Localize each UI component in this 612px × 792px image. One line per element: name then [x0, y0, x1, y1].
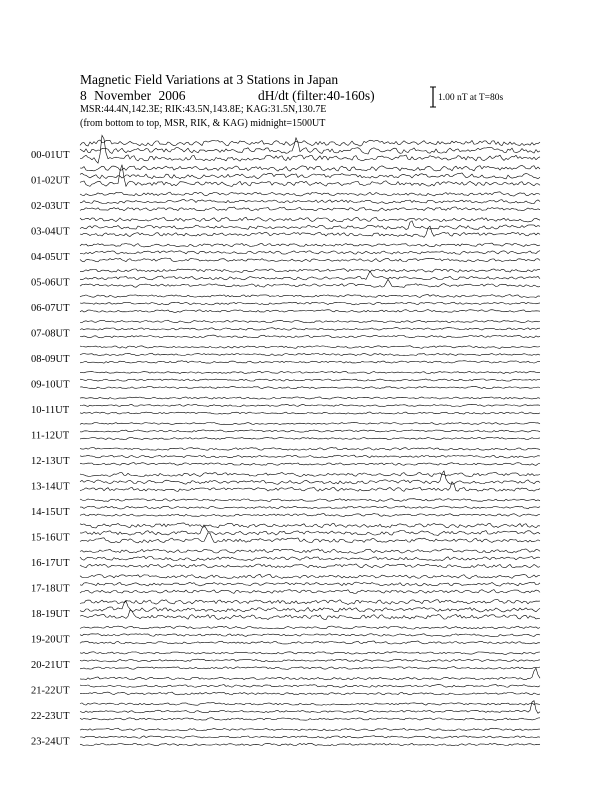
trace-rik: [80, 221, 540, 230]
hour-label: 12-13UT: [31, 456, 70, 467]
trace-rik: [80, 251, 540, 255]
trace-kag: [80, 626, 540, 629]
trace-rik: [80, 471, 540, 484]
hour-label: 18-19UT: [31, 609, 70, 620]
trace-kag: [80, 192, 540, 196]
trace-msr: [80, 335, 540, 338]
trace-rik: [80, 455, 540, 458]
trace-kag: [80, 652, 540, 655]
chart-date: 8 November 2006: [80, 88, 186, 103]
trace-msr: [80, 207, 540, 211]
trace-kag: [80, 422, 540, 424]
trace-msr: [80, 463, 540, 466]
chart-filter: dH/dt (filter:40-160s): [258, 88, 375, 103]
trace-msr: [80, 610, 540, 620]
trace-kag: [80, 217, 540, 222]
hour-label: 20-21UT: [31, 660, 70, 671]
hour-label: 14-15UT: [31, 507, 70, 518]
trace-msr: [80, 135, 540, 163]
hour-label: 22-23UT: [31, 711, 70, 722]
trace-rik: [80, 328, 540, 331]
hour-label-group: [31, 150, 70, 748]
hour-label: 17-18UT: [31, 583, 70, 595]
trace-rik: [80, 634, 540, 637]
trace-kag: [80, 549, 540, 554]
trace-kag: [80, 523, 540, 528]
hour-label: 19-20UT: [31, 634, 70, 646]
hour-label: 07-08UT: [31, 328, 70, 340]
hour-label: 23-24UT: [31, 736, 70, 748]
trace-rik: [80, 173, 540, 179]
trace-msr: [80, 361, 540, 364]
trace-msr: [80, 667, 540, 670]
trace-rik: [80, 353, 540, 355]
trace-kag: [80, 448, 540, 451]
hour-label: 02-03UT: [31, 201, 70, 212]
trace-msr: [80, 590, 540, 594]
trace-rik: [80, 556, 540, 560]
trace-rik: [80, 199, 540, 203]
trace-msr: [80, 412, 540, 414]
trace-rik: [80, 736, 540, 739]
hour-label: 05-06UT: [31, 277, 70, 289]
trace-rik: [80, 506, 540, 509]
trace-kag: [80, 472, 540, 476]
trace-msr: [80, 641, 540, 644]
trace-msr: [80, 387, 540, 389]
trace-msr: [80, 437, 540, 439]
hour-label: 13-14UT: [31, 481, 70, 493]
hour-label: 16-17UT: [31, 558, 70, 569]
trace-kag: [80, 371, 540, 373]
hour-label: 06-07UT: [31, 303, 70, 314]
trace-kag: [80, 499, 540, 502]
trace-msr: [80, 482, 540, 492]
trace-msr: [80, 718, 540, 721]
hour-label: 10-11UT: [31, 405, 70, 416]
hour-label: 11-12UT: [31, 430, 70, 442]
scale-bar-icon: [430, 86, 436, 108]
trace-rik: [80, 659, 540, 662]
trace-kag: [80, 728, 540, 731]
trace-rik: [80, 271, 540, 280]
trace-kag: [80, 269, 540, 273]
trace-kag: [80, 243, 540, 247]
hour-label: 09-10UT: [31, 379, 70, 391]
chart-title: Magnetic Field Variations at 3 Stations in Japan: [80, 72, 339, 87]
hour-label: 03-04UT: [31, 226, 70, 238]
trace-msr: [80, 310, 540, 313]
trace-msr: [80, 258, 540, 262]
hour-label: 01-02UT: [31, 175, 70, 187]
trace-rik: [80, 404, 540, 406]
trace-kag: [80, 703, 540, 706]
trace-kag: [80, 397, 540, 399]
hour-label: 00-01UT: [31, 150, 70, 161]
trace-msr: [80, 514, 540, 517]
trace-rik: [80, 685, 540, 688]
trace-kag: [80, 346, 540, 349]
trace-kag: [80, 600, 540, 605]
trace-rik: [80, 430, 540, 432]
hour-label: 04-05UT: [31, 252, 70, 263]
hour-label: 21-22UT: [31, 685, 70, 697]
hour-label: 08-09UT: [31, 354, 70, 365]
trace-msr: [80, 533, 540, 543]
trace-kag: [80, 668, 540, 680]
trace-msr: [80, 743, 540, 745]
trace-rik: [80, 379, 540, 381]
station-coordinates: MSR:44.4N,142.3E; RIK:43.5N,143.8E; KAG:31.5N,130.7E: [80, 104, 327, 115]
trace-rik: [80, 302, 540, 305]
trace-kag: [80, 574, 540, 578]
trace-kag: [80, 140, 540, 146]
trace-kag: [80, 166, 540, 172]
trace-rik: [80, 138, 540, 154]
trace-group: [80, 135, 540, 745]
trace-kag: [80, 295, 540, 298]
scale-label: 1.00 nT at T=80s: [438, 93, 504, 103]
trace-msr: [80, 564, 540, 568]
trace-rik: [80, 701, 540, 714]
hour-label: 15-16UT: [31, 532, 70, 544]
trace-msr: [80, 279, 540, 287]
trace-rik: [80, 582, 540, 586]
trace-order-note: (from bottom to top, MSR, RIK, & KAG) midnight=1500UT: [80, 118, 326, 129]
trace-msr: [80, 692, 540, 695]
trace-kag: [80, 320, 540, 323]
